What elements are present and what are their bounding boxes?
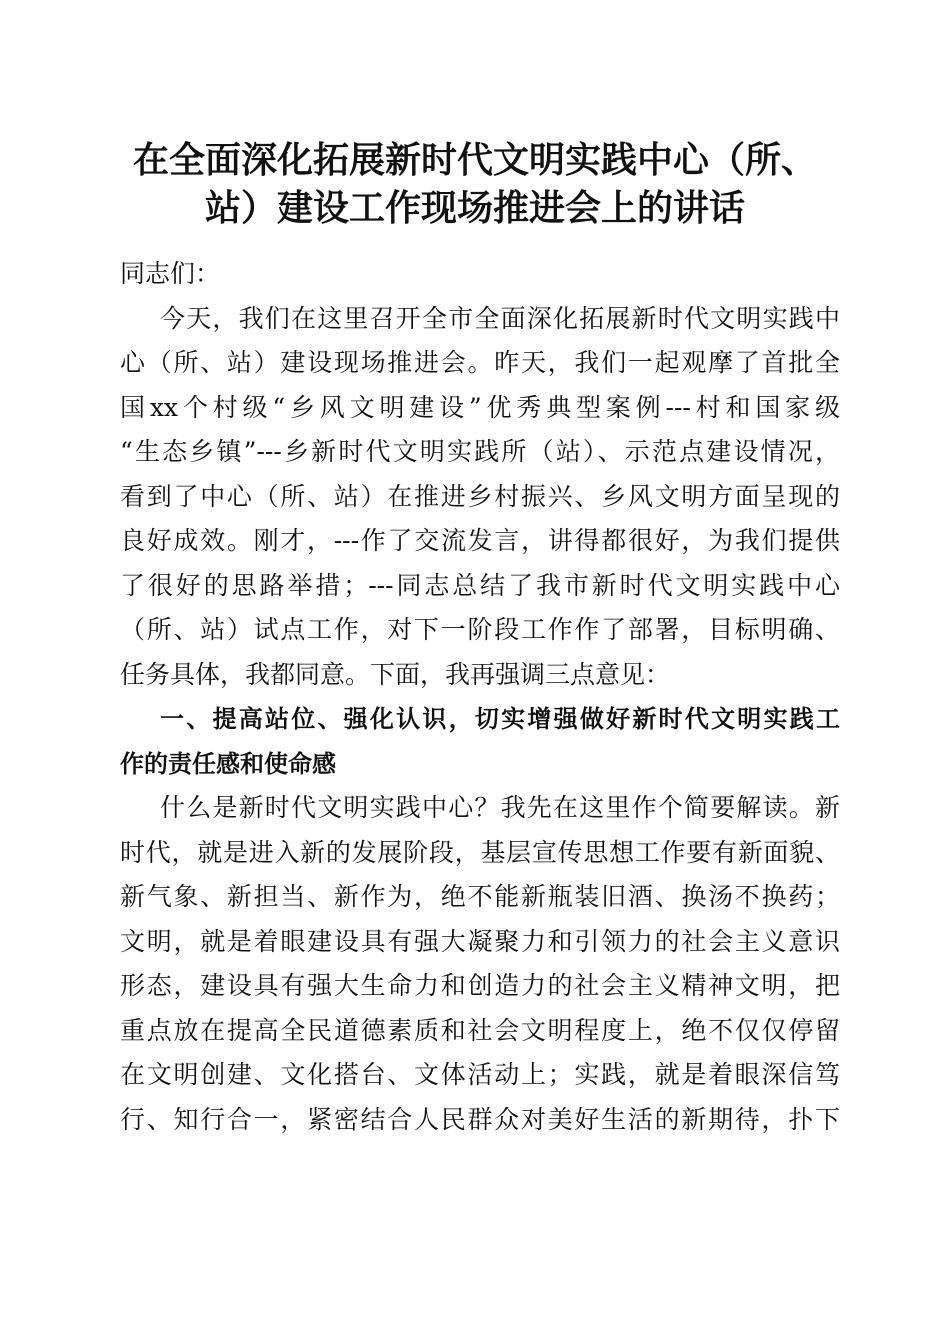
paragraph-line: 了很好的思路举措；---同志总结了我市新时代文明实践中心 bbox=[120, 570, 840, 600]
heading-line: 一、提高站位、强化认识，切实增强做好新时代文明实践工 bbox=[160, 705, 840, 733]
paragraph-line: 心（所、站）建设现场推进会。昨天，我们一起观摩了首批全 bbox=[120, 348, 840, 377]
paragraph-line: 什么是新时代文明实践中心？我先在这里作个简要解读。新 bbox=[160, 793, 840, 822]
paragraph-line: （所、站）试点工作，对下一阶段工作作了部署，目标明确、 bbox=[120, 615, 840, 644]
paragraph-1 bbox=[120, 297, 840, 698]
title-line: 在全面深化拓展新时代文明实践中心（所、 bbox=[132, 139, 817, 181]
paragraph-line: 重点放在提高全民道德素质和社会文明程度上，绝不仅仅停留 bbox=[120, 1015, 840, 1045]
paragraph-2 bbox=[120, 786, 840, 1142]
document-body bbox=[120, 252, 840, 1142]
salutation: 同志们： bbox=[120, 259, 221, 288]
paragraph-line: 良好成效。刚才，---作了交流发言，讲得都很好，为我们提供 bbox=[120, 526, 840, 555]
document-title bbox=[100, 136, 850, 232]
paragraph-line: 新气象、新担当、新作为，绝不能新瓶装旧酒、换汤不换药； bbox=[120, 882, 840, 911]
paragraph-line: 形态，建设具有强大生命力和创造力的社会主义精神文明，把 bbox=[120, 971, 840, 1000]
paragraph-line: 国xx个村级“乡风文明建设”优秀典型案例---村和国家级 bbox=[120, 392, 840, 422]
paragraph-line: “生态乡镇”---乡新时代文明实践所（站）、示范点建设情况， bbox=[120, 437, 840, 466]
heading-line: 作的责任感和使命感 bbox=[120, 749, 336, 778]
paragraph-line: 今天，我们在这里召开全市全面深化拓展新时代文明实践中 bbox=[160, 303, 840, 333]
paragraph-line: 文明，就是着眼建设具有强大凝聚力和引领力的社会主义意识 bbox=[120, 926, 840, 956]
section-heading-1 bbox=[120, 697, 840, 786]
paragraph-line: 看到了中心（所、站）在推进乡村振兴、乡风文明方面呈现的 bbox=[120, 481, 840, 511]
paragraph-line: 时代，就是进入新的发展阶段，基层宣传思想工作要有新面貌、 bbox=[120, 837, 840, 867]
title-line: 站）建设工作现场推进会上的讲话 bbox=[204, 187, 745, 229]
paragraph-line: 任务具体，我都同意。下面，我再强调三点意见： bbox=[120, 659, 671, 689]
paragraph-line: 在文明创建、文化搭台、文体活动上；实践，就是着眼深信笃 bbox=[120, 1060, 840, 1089]
paragraph-line: 行、知行合一，紧密结合人民群众对美好生活的新期待，扑下 bbox=[120, 1104, 840, 1134]
